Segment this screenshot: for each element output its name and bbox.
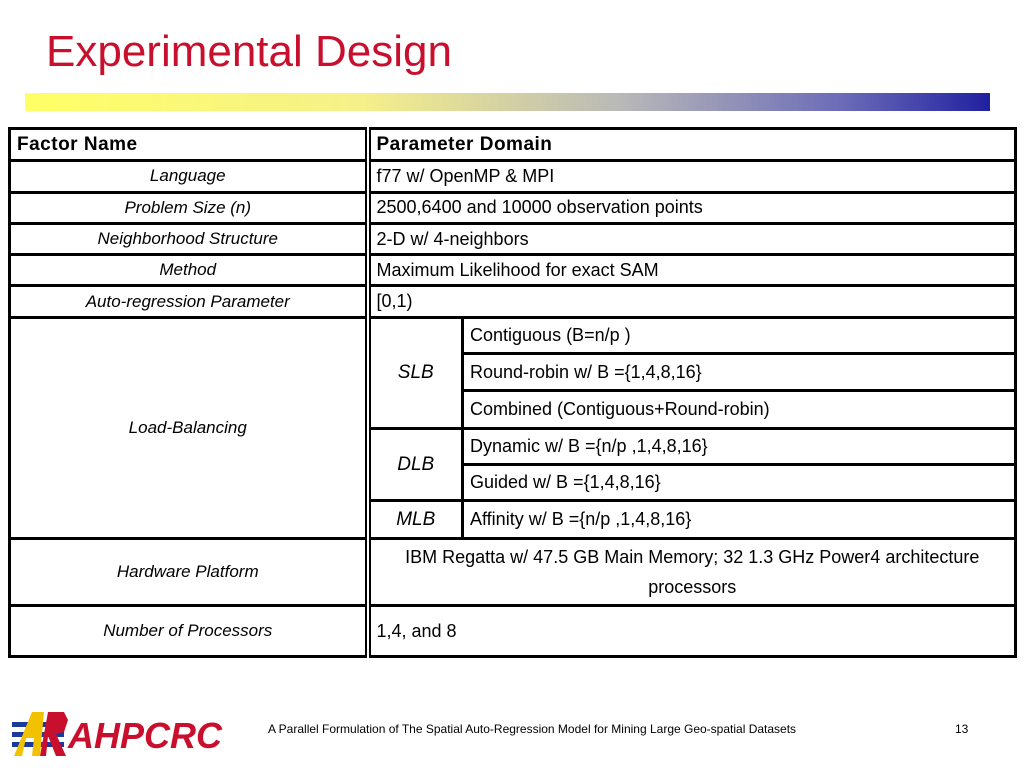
header-parameter-domain: Parameter Domain — [368, 129, 1016, 161]
table-row — [10, 538, 1016, 606]
table-row — [10, 317, 1016, 353]
domain-cell: Maximum Likelihood for exact SAM — [368, 255, 1016, 286]
table-row — [10, 286, 1016, 317]
title-gradient-rule — [25, 93, 990, 111]
table-row — [10, 161, 1016, 192]
factor-cell: Method — [10, 255, 368, 286]
slide-title: Experimental Design — [46, 27, 452, 76]
load-balancing-factor: Load-Balancing — [10, 317, 368, 538]
dlb-item: Dynamic w/ B ={n/p ,1,4,8,16} — [463, 428, 1016, 464]
footer-text: A Parallel Formulation of The Spatial Auto-Regression Model for Mining Large Geo-spatial Datasets — [268, 722, 797, 736]
table-row — [10, 192, 1016, 223]
slb-item: Round-robin w/ B ={1,4,8,16} — [463, 354, 1016, 391]
domain-cell: 2500,6400 and 10000 observation points — [368, 192, 1016, 223]
domain-cell: f77 w/ OpenMP & MPI — [368, 161, 1016, 192]
hardware-factor: Hardware Platform — [10, 538, 368, 606]
slb-item: Combined (Contiguous+Round-robin) — [463, 391, 1016, 428]
table-row — [10, 255, 1016, 286]
table-row — [10, 223, 1016, 254]
table-row — [10, 606, 1016, 657]
header-factor-name: Factor Name — [10, 129, 368, 161]
domain-cell: 2-D w/ 4-neighbors — [368, 223, 1016, 254]
page-number: 13 — [955, 722, 969, 736]
hardware-domain: IBM Regatta w/ 47.5 GB Main Memory; 32 1.3 GHz Power4 architecture processors — [368, 538, 1016, 606]
slb-item: Contiguous (B=n/p ) — [463, 317, 1016, 353]
processors-domain: 1,4, and 8 — [368, 606, 1016, 657]
svg-text:AHPCRC: AHPCRC — [68, 715, 223, 756]
factor-cell: Language — [10, 161, 368, 192]
domain-cell: [0,1) — [368, 286, 1016, 317]
slb-label: SLB — [368, 317, 463, 428]
mlb-label: MLB — [368, 501, 463, 538]
dlb-item: Guided w/ B ={1,4,8,16} — [463, 465, 1016, 501]
factor-cell: Problem Size (n) — [10, 192, 368, 223]
ahpcrc-logo — [10, 708, 240, 758]
table-header-row — [10, 129, 1016, 161]
factor-cell: Neighborhood Structure — [10, 223, 368, 254]
mlb-item: Affinity w/ B ={n/p ,1,4,8,16} — [463, 501, 1016, 538]
dlb-label: DLB — [368, 428, 463, 501]
experimental-design-table — [8, 127, 1014, 658]
processors-factor: Number of Processors — [10, 606, 368, 657]
factor-cell: Auto-regression Parameter — [10, 286, 368, 317]
